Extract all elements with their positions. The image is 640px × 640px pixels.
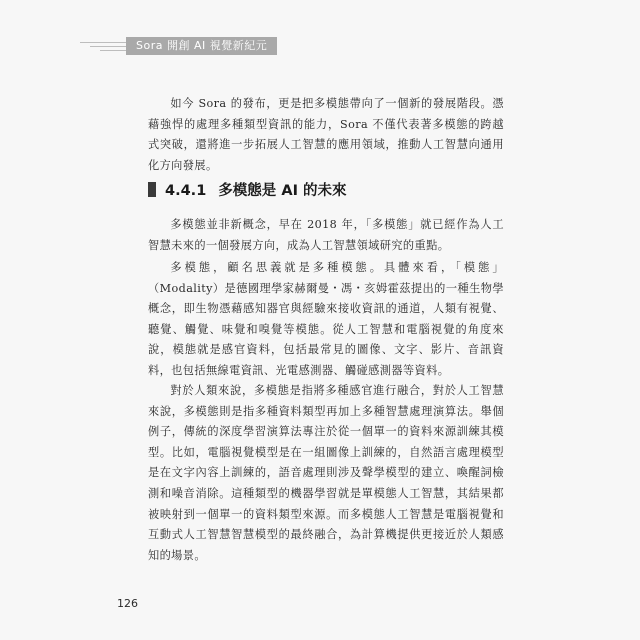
section-number: 4.4.1 xyxy=(165,183,207,199)
intro-paragraph: 如今 Sora 的發布，更是把多模態帶向了一個新的發展階段。憑藉強悍的處理多種類型資訊的能力，Sora 不僅代表著多模態的跨越式突破，還將進一步拓展人工智慧的應用領域，推動人工智慧向通用化方向發展。 xyxy=(148,97,504,172)
section-heading xyxy=(148,180,508,202)
page-number: 126 xyxy=(117,597,138,610)
section-bar-icon xyxy=(148,182,156,197)
body-paragraph: 多模態，顧名思義就是多種模態。具體來看，「模態」（Modality）是德國理學家赫爾曼・馮・亥姆霍茲提出的一種生物學概念，即生物憑藉感知器官與經驗來接收資訊的通道，人類有視覺、聽覺、觸覺、味覺和嗅覺等模態。從人工智慧和電腦視覺的角度來說，模態就是感官資料，包括最常見的圖像、文字、影片、音訊資料，也包括無線電資訊、光電感測器、觸碰感測器等資料。 xyxy=(148,261,504,377)
section-title-text: 多模態是 AI 的未來 xyxy=(218,183,347,199)
running-header: Sora 開創 AI 視覺新紀元 xyxy=(126,37,277,55)
body-paragraph: 對於人類來說，多模態是指將多種感官進行融合，對於人工智慧來說，多模態則是指多種資料類型再加上多種智慧處理演算法。舉個例子，傳統的深度學習演算法專注於從一個單一的資料來源訓練其模型。比如，電腦視覺模型是在一組圖像上訓練的，自然語言處理模型是在文字內容上訓練的，語音處理則涉及聲學模型的建立、喚醒詞檢測和噪音消除。這種類型的機器學習就是單模態人工智慧，其結果都被映射到一個單一的資料類型來源。而多模態人工智慧是電腦視覺和互動式人工智慧智慧模型的最終融合，為計算機提供更接近於人類感知的場景。 xyxy=(148,384,504,562)
body-paragraph: 多模態並非新概念，早在 2018 年，「多模態」就已經作為人工智慧未來的一個發展方向，成為人工智慧領域研究的重點。 xyxy=(148,218,504,252)
